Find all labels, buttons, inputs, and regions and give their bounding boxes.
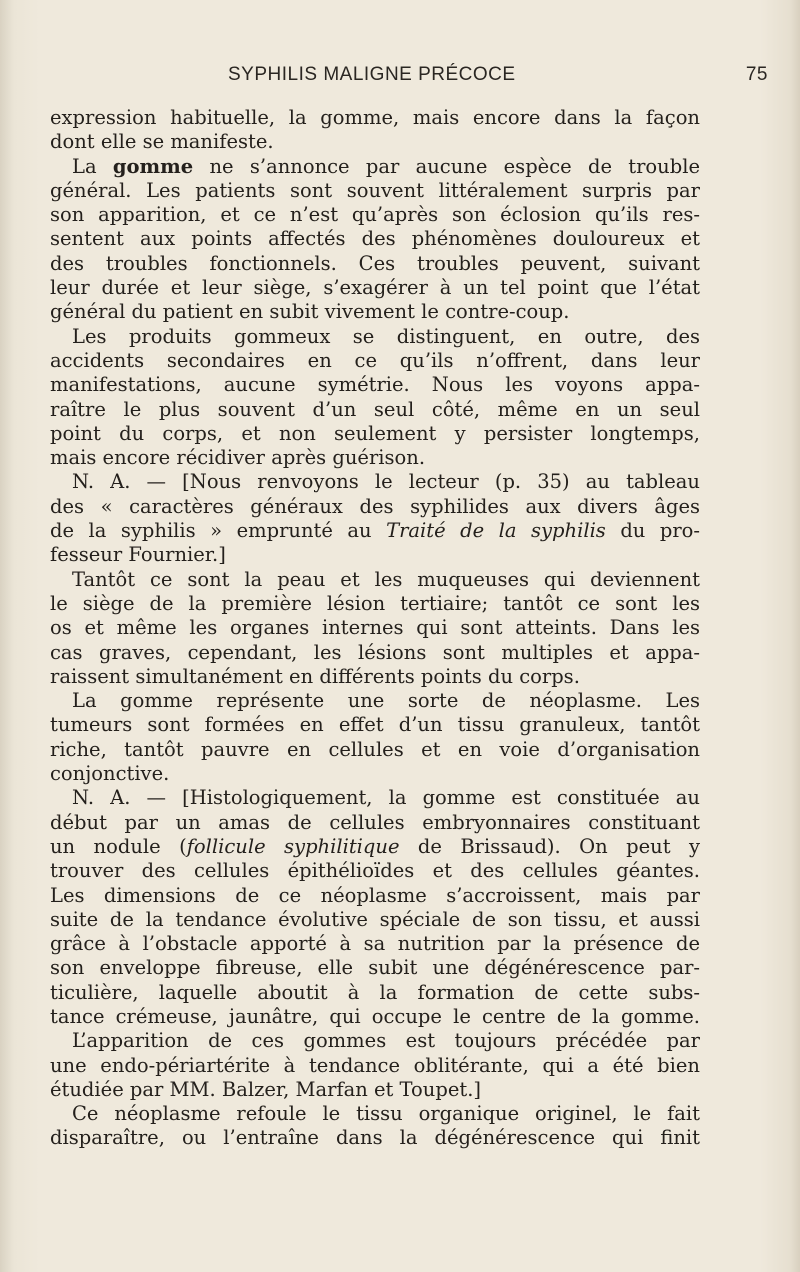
text-line <box>50 1029 700 1053</box>
text-line <box>50 908 700 932</box>
line-text: N. A. — [Nous renvoyons le lecteur (p. 35) au tableau <box>72 470 700 494</box>
line-text: son apparition, et ce n’est qu’après son éclosion qu’ils res- <box>50 203 700 227</box>
line-text: conjonctive. <box>50 762 170 786</box>
text-line <box>50 422 700 446</box>
line-text-italic: Traité de la syphilis <box>386 519 606 543</box>
text-line <box>50 811 700 835</box>
text-line <box>50 373 700 397</box>
line-text: général. Les patients sont souvent littéralement surpris par <box>50 178 700 202</box>
line-text: suite de la tendance évolutive spéciale de son tissu, et aussi <box>50 907 700 931</box>
text-line <box>50 568 700 592</box>
text-line <box>50 495 700 519</box>
text-line <box>50 446 700 470</box>
line-text-pre: de la syphilis » emprunté au <box>50 519 387 543</box>
line-text: tumeurs sont formées en effet d’un tissu granuleux, tantôt <box>50 713 700 737</box>
text-line <box>50 1054 700 1078</box>
line-text: Les dimensions de ce néoplasme s’accroissent, mais par <box>50 883 700 907</box>
line-text: général du patient en subit vivement le contre-coup. <box>50 300 570 324</box>
text-line <box>50 713 700 737</box>
text-line <box>50 616 700 640</box>
text-line <box>50 155 700 179</box>
page-header <box>228 64 768 94</box>
text-line <box>50 300 700 324</box>
line-text: riche, tantôt pauvre en cellules et en voie d’organisation <box>50 737 700 761</box>
text-line <box>50 130 700 154</box>
line-text: N. A. — [Histologiquement, la gomme est constituée au <box>72 786 700 810</box>
text-line <box>50 738 700 762</box>
line-text: disparaître, ou l’entraîne dans la dégénérescence qui finit <box>50 1126 700 1150</box>
running-title: SYPHILIS MALIGNE PRÉCOCE <box>228 64 516 85</box>
line-text: grâce à l’obstacle apporté à sa nutrition par la présence de <box>50 932 700 956</box>
line-text: point du corps, et non seulement y persister longtemps, <box>50 421 700 445</box>
text-line <box>50 932 700 956</box>
body-text <box>50 106 700 1151</box>
line-text-post: du pro- <box>605 519 700 543</box>
line-text: ticulière, laquelle aboutit à la formation de cette subs- <box>50 980 700 1004</box>
line-text: sentent aux points affectés des phénomènes douloureux et <box>50 227 700 251</box>
line-text: manifestations, aucune symétrie. Nous les voyons appa- <box>50 373 700 397</box>
text-line <box>50 519 700 543</box>
text-line <box>50 1126 700 1150</box>
line-text: des « caractères généraux des syphilides aux divers âges <box>50 494 700 518</box>
line-text: mais encore récidiver après guérison. <box>50 446 426 470</box>
line-text: L’apparition de ces gommes est toujours précédée par <box>72 1029 700 1053</box>
line-text-pre: un nodule ( <box>50 834 187 858</box>
text-line <box>50 884 700 908</box>
line-text-post: de Brissaud). On peut y <box>399 834 700 858</box>
line-text: cas graves, cependant, les lésions sont multiples et appa- <box>50 640 700 664</box>
line-text: fesseur Fournier.] <box>50 543 226 567</box>
page-number: 75 <box>745 64 768 85</box>
text-line <box>50 665 700 689</box>
text-line <box>50 179 700 203</box>
text-line <box>50 325 700 349</box>
text-line <box>50 859 700 883</box>
text-line <box>50 106 700 130</box>
text-line <box>50 398 700 422</box>
text-line <box>50 689 700 713</box>
line-text-post: ne s’annonce par aucune espèce de trouble <box>193 154 700 178</box>
line-text: trouver des cellules épithélioïdes et des cellules géantes. <box>50 859 700 883</box>
text-line <box>50 1078 700 1102</box>
text-line <box>50 981 700 1005</box>
line-text: os et même les organes internes qui sont atteints. Dans les <box>50 616 700 640</box>
line-text: tance crémeuse, jaunâtre, qui occupe le centre de la gomme. <box>50 1004 700 1028</box>
text-line <box>50 203 700 227</box>
text-line <box>50 786 700 810</box>
line-text: étudiée par MM. Balzer, Marfan et Toupet.] <box>50 1077 482 1101</box>
line-text: dont elle se manifeste. <box>50 130 274 154</box>
line-text: son enveloppe fibreuse, elle subit une dégénérescence par- <box>50 956 700 980</box>
text-line <box>50 641 700 665</box>
text-line <box>50 835 700 859</box>
line-text: Tantôt ce sont la peau et les muqueuses qui deviennent <box>72 567 700 591</box>
line-text-bold: gomme <box>112 154 194 178</box>
line-text: Les produits gommeux se distinguent, en outre, des <box>72 324 700 348</box>
text-line <box>50 276 700 300</box>
text-line <box>50 252 700 276</box>
text-line <box>50 762 700 786</box>
line-text: début par un amas de cellules embryonnaires constituant <box>50 810 700 834</box>
line-text: une endo-périartérite à tendance oblitérante, qui a été bien <box>50 1053 700 1077</box>
line-text: raissent simultanément en différents points du corps. <box>50 664 580 688</box>
line-text: raître le plus souvent d’un seul côté, même en un seul <box>50 397 700 421</box>
text-line <box>50 349 700 373</box>
line-text: des troubles fonctionnels. Ces troubles peuvent, suivant <box>50 251 700 275</box>
text-line <box>50 227 700 251</box>
line-text: La gomme représente une sorte de néoplasme. Les <box>72 689 700 713</box>
line-text: expression habituelle, la gomme, mais encore dans la façon <box>50 106 700 129</box>
line-text: le siège de la première lésion tertiaire; tantôt ce sont les <box>50 591 700 615</box>
line-text: accidents secondaires en ce qu’ils n’offrent, dans leur <box>50 348 700 372</box>
text-line <box>50 592 700 616</box>
line-text-pre: La <box>72 154 113 178</box>
text-line <box>50 543 700 567</box>
text-line <box>50 956 700 980</box>
line-text-italic: follicule syphilitique <box>186 834 400 858</box>
line-text: leur durée et leur siège, s’exagérer à un tel point que l’état <box>50 276 700 300</box>
text-line <box>50 1005 700 1029</box>
line-text: Ce néoplasme refoule le tissu organique originel, le fait <box>72 1102 700 1126</box>
text-line <box>50 1102 700 1126</box>
text-line <box>50 470 700 494</box>
